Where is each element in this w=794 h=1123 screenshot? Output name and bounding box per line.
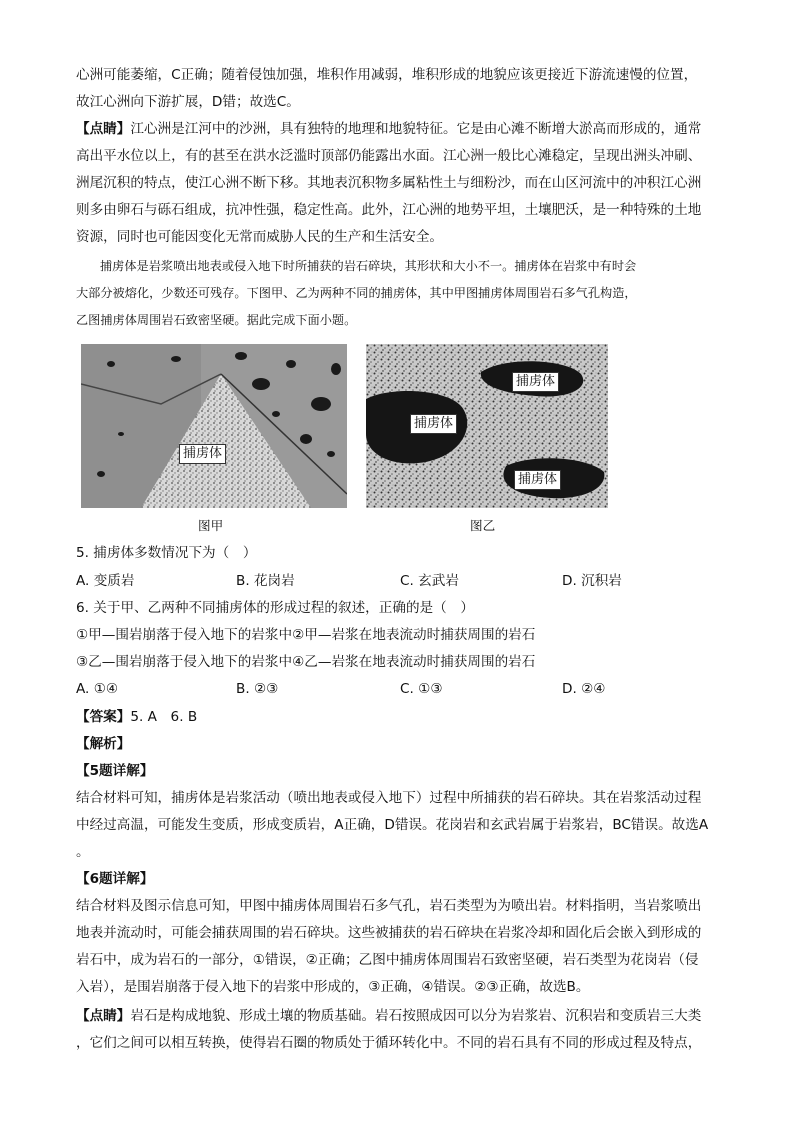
dianjing-line: 【点睛】岩石是构成地貌、形成土壤的物质基础。岩石按照成因可以分为岩浆岩、沉积岩和变质岩三大类 bbox=[76, 1008, 702, 1024]
text-line: 地表并流动时，可能会捕获周围的岩石碎块。这些被捕获的岩石碎块在岩浆冷却和固化后会嵌入到形成的 bbox=[76, 925, 702, 941]
figure-yi-image bbox=[366, 344, 608, 508]
question-6-option-d: D. ②④ bbox=[562, 681, 606, 697]
captive-body-label: 捕虏体 bbox=[179, 444, 226, 464]
text-line: 故江心洲向下游扩展，D错；故选C。 bbox=[76, 94, 300, 110]
question-6-option-c: C. ①③ bbox=[400, 681, 443, 697]
question-6-option-a: A. ①④ bbox=[76, 681, 119, 697]
dense-rock-drawing bbox=[366, 344, 608, 508]
question-6-stem: 6. 关于甲、乙两种不同捕虏体的形成过程的叙述，正确的是（ ） bbox=[76, 600, 474, 616]
text-line: 资源，同时也可能因变化无常而威胁人民的生产和生活安全。 bbox=[76, 229, 444, 245]
question-6-option-b: B. ②③ bbox=[236, 681, 279, 697]
text-line: 结合材料可知，捕虏体是岩浆活动（喷出地表或侵入地下）过程中所捕获的岩石碎块。其在岩浆活动过程 bbox=[76, 790, 702, 806]
text-line: 心洲可能萎缩，C正确；随着侵蚀加强，堆积作用减弱，堆积形成的地貌应该更接近下游流速慢的位置， bbox=[76, 67, 698, 83]
text-line: 岩石中，成为岩石的一部分，①错误，②正确；乙图中捕虏体周围岩石致密坚硬，岩石类型为花岗岩（侵 bbox=[76, 952, 699, 968]
question-6-statement: ③乙—围岩崩落于侵入地下的岩浆中④乙—岩浆在地表流动时捕获周围的岩石 bbox=[76, 654, 536, 670]
text-line: 入岩），是围岩崩落于侵入地下的岩浆中形成的，③正确，④错误。②③正确，故选B。 bbox=[76, 979, 590, 995]
question-5-option-d: D. 沉积岩 bbox=[562, 573, 622, 589]
answer-line bbox=[76, 704, 197, 731]
question-5-option-c: C. 玄武岩 bbox=[400, 573, 459, 589]
figure-jia-image bbox=[81, 344, 347, 508]
text-line: 中经过高温，可能发生变质，形成变质岩，A正确，D错误。花岗岩和玄武岩属于岩浆岩，BC错误。故选A bbox=[76, 817, 709, 833]
question-6-statement: ①甲—围岩崩落于侵入地下的岩浆中②甲—岩浆在地表流动时捕获周围的岩石 bbox=[76, 627, 536, 643]
q6-detail-tag: 【6题详解】 bbox=[76, 871, 154, 887]
question-5-option-a: A. 变质岩 bbox=[76, 573, 135, 589]
text-line: ，它们之间可以相互转换，使得岩石圈的物质处于循环转化中。不同的岩石具有不同的形成过程及特点， bbox=[76, 1035, 702, 1051]
text-line: 洲尾沉积的特点，使江心洲不断下移。其地表沉积物多属粘性土与细粉沙，而在山区河流中的冲积江心洲 bbox=[76, 175, 702, 191]
text-line: 结合材料及图示信息可知，甲图中捕虏体周围岩石多气孔，岩石类型为为喷出岩。材料指明，当岩浆喷出 bbox=[76, 898, 702, 914]
answer-tag: 【答案】 bbox=[76, 709, 131, 725]
answer-text: 5. A 6. B bbox=[130, 709, 198, 725]
captive-body-label: 捕虏体 bbox=[410, 414, 457, 434]
figure-jia-caption: 图甲 bbox=[198, 518, 224, 533]
dianjing-tag: 【点睛】 bbox=[76, 121, 131, 137]
material-line: 乙图捕虏体周围岩石致密坚硬。据此完成下面小题。 bbox=[76, 313, 357, 327]
material-line: 大部分被熔化，少数还可残存。下图甲、乙为两种不同的捕虏体，其中甲图捕虏体周围岩石多气孔构造， bbox=[76, 286, 637, 300]
figure-yi-caption: 图乙 bbox=[470, 518, 496, 533]
dianjing-tag: 【点睛】 bbox=[76, 1008, 131, 1024]
question-5-option-b: B. 花岗岩 bbox=[236, 573, 295, 589]
vesicular-rock-drawing bbox=[81, 344, 347, 508]
q5-detail-tag: 【5题详解】 bbox=[76, 763, 154, 779]
text-line: 高出平水位以上，有的甚至在洪水泛滥时顶部仍能露出水面。江心洲一般比心滩稳定，呈现出洲头冲刷、 bbox=[76, 148, 702, 164]
text-line: 。 bbox=[76, 844, 90, 860]
analysis-tag: 【解析】 bbox=[76, 736, 131, 752]
captive-body-label: 捕虏体 bbox=[514, 470, 561, 490]
captive-body-label: 捕虏体 bbox=[512, 372, 559, 392]
text-line: 则多由卵石与砾石组成，抗冲性强，稳定性高。此外，江心洲的地势平坦，土壤肥沃，是一种特殊的土地 bbox=[76, 202, 702, 218]
question-5-stem: 5. 捕虏体多数情况下为（ ） bbox=[76, 545, 257, 561]
dianjing-line: 【点睛】江心洲是江河中的沙洲，具有独特的地理和地貌特征。它是由心滩不断增大淤高而形成的，通常 bbox=[76, 121, 702, 137]
material-line: 捕虏体是岩浆喷出地表或侵入地下时所捕获的岩石碎块，其形状和大小不一。捕虏体在岩浆中有时会 bbox=[100, 259, 637, 273]
